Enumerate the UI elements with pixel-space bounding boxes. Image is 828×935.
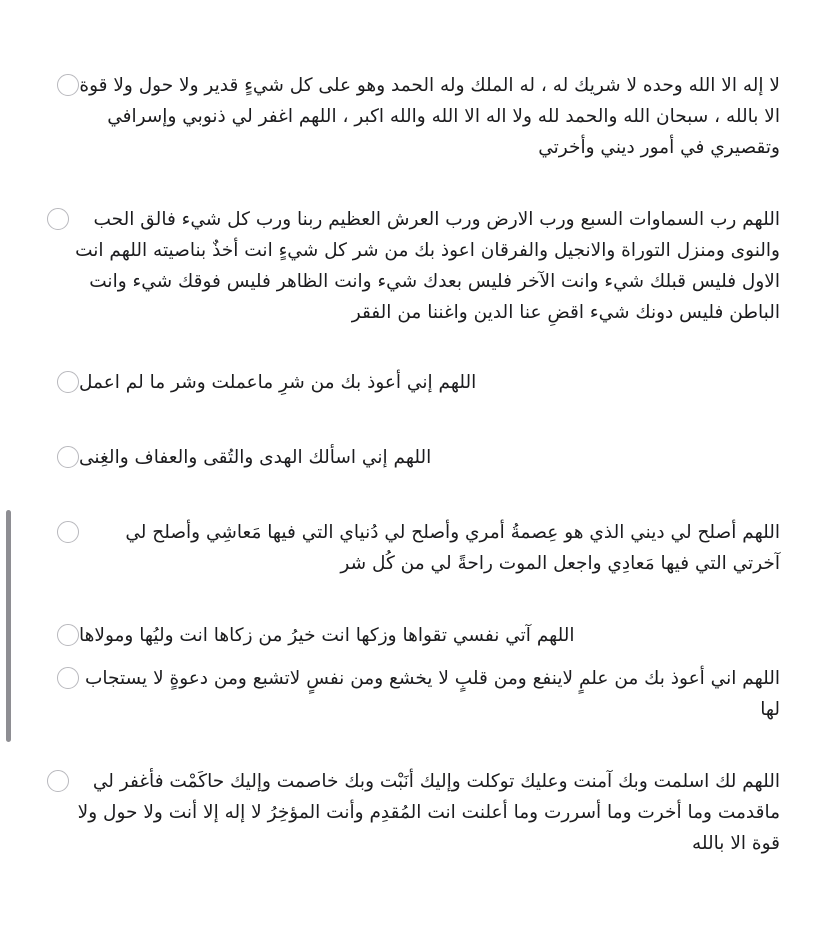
option-6[interactable] [45, 620, 780, 651]
scrollbar[interactable] [6, 510, 11, 742]
option-5[interactable] [45, 517, 780, 579]
radio-button[interactable] [57, 624, 79, 646]
option-label: اللهم رب السماوات السبع ورب الارض ورب العرش العظيم ربنا ورب كل شيء فالق الحب والنوى ومنزل التوراة والانجيل والفرقان اعوذ بك من شر كل شيءٍ انت أخذٌ بناصيته اللهم انت الاول فليس قبلك شيء وانت الآخر فليس بعدك شيء وانت الظاهر فليس فوقك شيء وانت الباطن فليس دونك شيء اقضِ عنا الدين واغننا من الفقر [75, 209, 780, 323]
radio-button[interactable] [57, 667, 79, 689]
option-3[interactable] [45, 367, 780, 398]
option-label: اللهم آتي نفسي تقواها وزكها انت خيرُ من زكاها انت وليُها ومولاها [79, 625, 575, 646]
radio-button[interactable] [47, 208, 69, 230]
option-4[interactable] [45, 442, 780, 473]
option-label: اللهم لك اسلمت وبك آمنت وعليك توكلت وإليك أنَبْت وبك خاصمت وإليك حاكَمْت فأغفر لي ماقدمت وما أخرت وما أسررت وما أعلنت انت المُقدِم وأنت المؤخِرُ لا إله إلا أنت ولا حول ولا قوة الا بالله [77, 771, 780, 854]
option-1[interactable] [45, 70, 780, 163]
radio-button[interactable] [57, 371, 79, 393]
option-2[interactable] [35, 204, 780, 328]
option-label: لا إله الا الله وحده لا شريك له ، له الملك وله الحمد وهو على كل شيءٍ قدير ولا حول ولا قوة الا بالله ، سبحان الله والحمد لله ولا اله الا الله والله اكبر ، اللهم اغفر لي ذنوبي وإسرافي وتقصيري في أمور ديني وأخرتي [79, 75, 780, 158]
option-label: اللهم أصلح لي ديني الذي هو عِصمةُ أمري وأصلح لي دُنياي التي فيها مَعاشِي وأصلح لي آخرتي التي فيها مَعادِي واجعل الموت راحةً لي من كُل شر [125, 522, 780, 574]
radio-button[interactable] [47, 770, 69, 792]
radio-button[interactable] [57, 521, 79, 543]
option-7[interactable] [45, 663, 780, 725]
option-label: اللهم اني أعوذ بك من علمٍ لاينفع ومن قلبٍ لا يخشع ومن نفسٍ لاتشبع ومن دعوةٍ لا يستجاب لها [84, 668, 780, 720]
radio-button[interactable] [57, 446, 79, 468]
radio-button[interactable] [57, 74, 79, 96]
option-label: اللهم إني أعوذ بك من شرِ ماعملت وشر ما لم اعمل [79, 372, 477, 393]
option-8[interactable] [35, 766, 780, 859]
option-label: اللهم إني اسألك الهدى والتُقى والعفاف والغِنى [79, 447, 432, 468]
